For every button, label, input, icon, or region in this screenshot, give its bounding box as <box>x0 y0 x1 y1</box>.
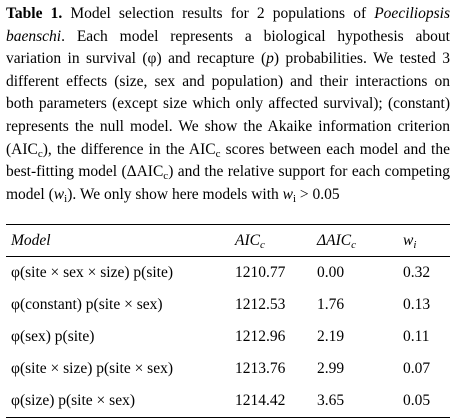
header-aic-sub: c <box>259 238 265 251</box>
caption-text-8: ). We only show here models with <box>67 185 283 203</box>
cell-weight: 0.11 <box>403 328 430 345</box>
caption-text-5: ), the difference in the AIC <box>42 140 216 158</box>
cell-aic: 1213.76 <box>235 360 286 377</box>
table-caption <box>6 3 450 206</box>
header-weight-label: w <box>403 231 414 249</box>
cell-delta-aic: 2.19 <box>317 328 345 345</box>
cell-delta-aic: 3.65 <box>317 392 345 409</box>
header-model-label: Model <box>11 231 51 249</box>
caption-text-3: ) and recapture ( <box>156 50 267 68</box>
cell-aic: 1212.53 <box>235 296 286 313</box>
caption-species: Poeciliopsis baenschi <box>6 5 450 45</box>
caption-sub-i-2: i <box>292 192 297 205</box>
cell-delta-aic: 0.00 <box>317 264 345 281</box>
results-table <box>6 225 455 256</box>
header-weight-sub: i <box>413 238 417 251</box>
caption-text-9: > 0.05 <box>296 185 340 203</box>
table-row <box>6 353 455 385</box>
header-delta-aic <box>317 225 403 256</box>
model-selection-table <box>6 224 450 418</box>
caption-text-1: Model selection results for 2 populations of <box>62 5 375 22</box>
caption-sub-c-2: c <box>215 147 221 160</box>
table-row <box>6 385 455 417</box>
header-delta-aic-sub: c <box>351 238 356 251</box>
caption-sub-c-3: c <box>163 170 169 183</box>
caption-sub-i-1: i <box>64 192 68 205</box>
caption-w-symbol-2: w <box>282 185 293 203</box>
cell-delta-aic: 1.76 <box>317 296 345 313</box>
cell-delta-aic: 2.99 <box>317 360 345 377</box>
results-body <box>6 257 455 417</box>
table-row <box>6 321 455 353</box>
caption-text-2: . Each model represents a biological hypothesis about variation in survival ( <box>6 27 450 68</box>
caption-p-symbol: p <box>266 50 274 68</box>
caption-text-6: scores between each model and the best-fitting model (ΔAIC <box>6 140 450 181</box>
cell-model: φ(sex) p(site) <box>11 328 95 345</box>
cell-model: φ(site × sex × size) p(site) <box>11 264 174 281</box>
cell-aic: 1212.96 <box>235 328 286 345</box>
cell-weight: 0.13 <box>403 296 431 313</box>
header-aic <box>235 225 317 256</box>
header-row <box>6 225 455 256</box>
cell-model: φ(site × size) p(site × sex) <box>11 360 174 377</box>
caption-text-4: ) probabilities. We tested 3 different effects (size, sex and population) and their interactions on both parameters (except size which only affected survival); (constant) represents the null model. We show the Akaike information criterion (AIC <box>6 50 450 158</box>
caption-w-symbol: w <box>53 185 65 203</box>
caption-sub-c-1: c <box>37 147 43 160</box>
header-model <box>6 225 235 256</box>
cell-model: φ(size) p(site × sex) <box>11 392 135 409</box>
header-delta-aic-label: ΔAIC <box>317 231 352 249</box>
table-row <box>6 257 455 289</box>
cell-weight: 0.05 <box>403 392 431 409</box>
caption-phi: φ <box>147 50 157 68</box>
caption-text-7: ) and the relative support for each competing model ( <box>6 163 450 203</box>
cell-weight: 0.07 <box>403 360 431 377</box>
table-row <box>6 289 455 321</box>
cell-weight: 0.32 <box>403 264 431 281</box>
cell-aic: 1210.77 <box>235 264 286 281</box>
cell-aic: 1214.42 <box>235 392 286 409</box>
header-aic-label: AIC <box>235 231 260 249</box>
cell-model: φ(constant) p(site × sex) <box>11 296 163 313</box>
caption-label: Table 1. <box>6 5 63 22</box>
header-weight <box>403 225 455 256</box>
